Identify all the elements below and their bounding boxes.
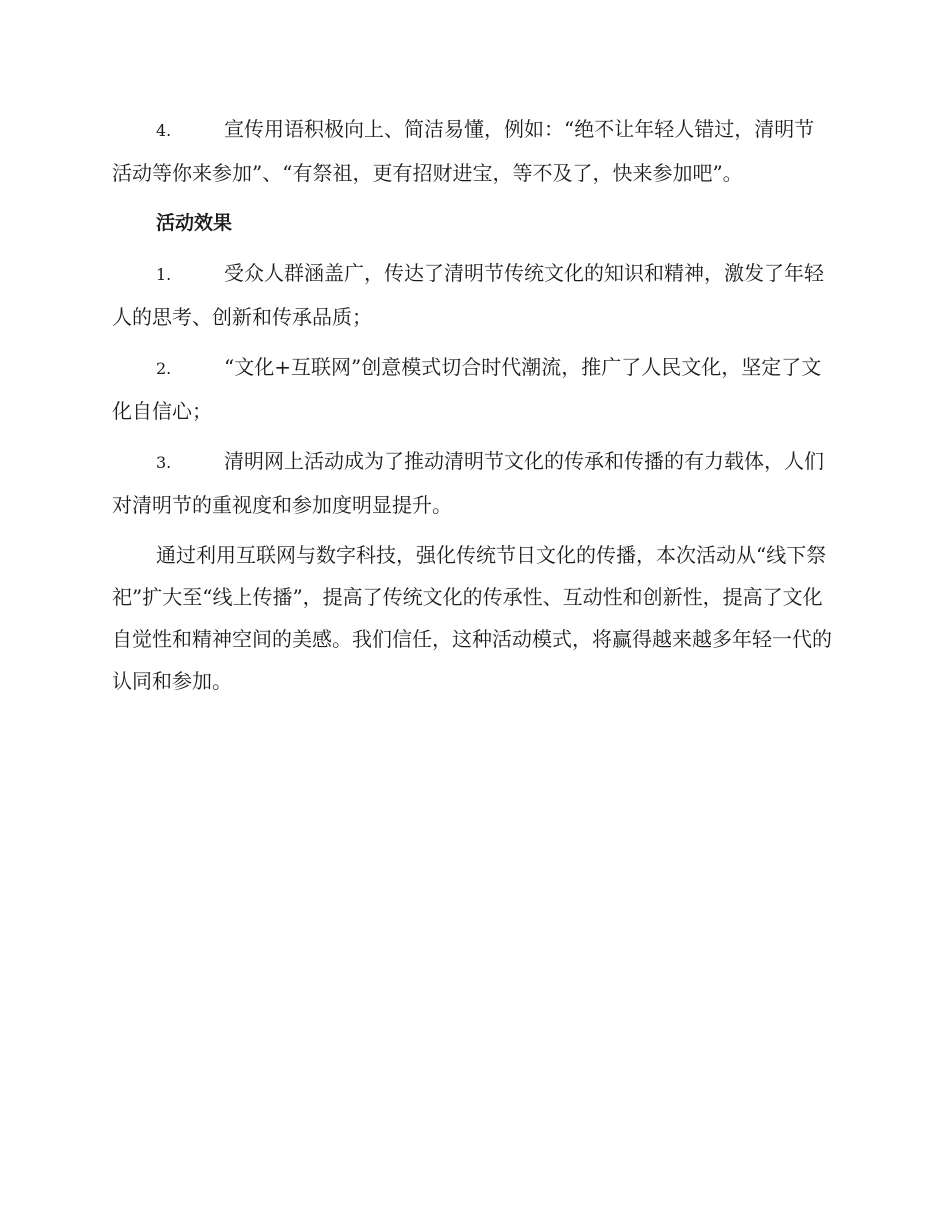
list-text: “文化+互联网”创意模式切合时代潮流，推广了人民文化，坚定了文化自信心； [112,355,822,423]
effect-item-1 [112,252,834,338]
list-text: 清明网上活动成为了推动清明节文化的传承和传播的有力载体，人们对清明节的重视度和参加度明显提升。 [112,449,824,517]
document-page [112,108,834,710]
list-text: 受众人群涵盖广，传达了清明节传统文化的知识和精神，激发了年轻人的思考、创新和传承品质； [112,261,824,329]
list-number: 4. [156,121,172,140]
list-text: 宣传用语积极向上、简洁易懂，例如：“绝不让年轻人错过，清明节活动等你来参加”、“有祭祖，更有招财进宝，等不及了，快来参加吧”。 [112,117,815,185]
list-number: 2. [156,359,172,378]
list-number: 3. [156,453,172,472]
section-heading: 活动效果 [156,212,233,234]
conclusion-paragraph: 通过利用互联网与数字科技，强化传统节日文化的传播，本次活动从“线下祭祀”扩大至“线上传播”，提高了传统文化的传承性、互动性和创新性，提高了文化自觉性和精神空间的美感。我们信任，这种活动模式，将赢得越来越多年轻一代的认同和参加。 [112,543,832,693]
effect-item-2 [112,346,834,432]
list-number: 1. [156,265,172,284]
effect-item-3 [112,440,834,526]
promo-item-4 [112,108,834,194]
